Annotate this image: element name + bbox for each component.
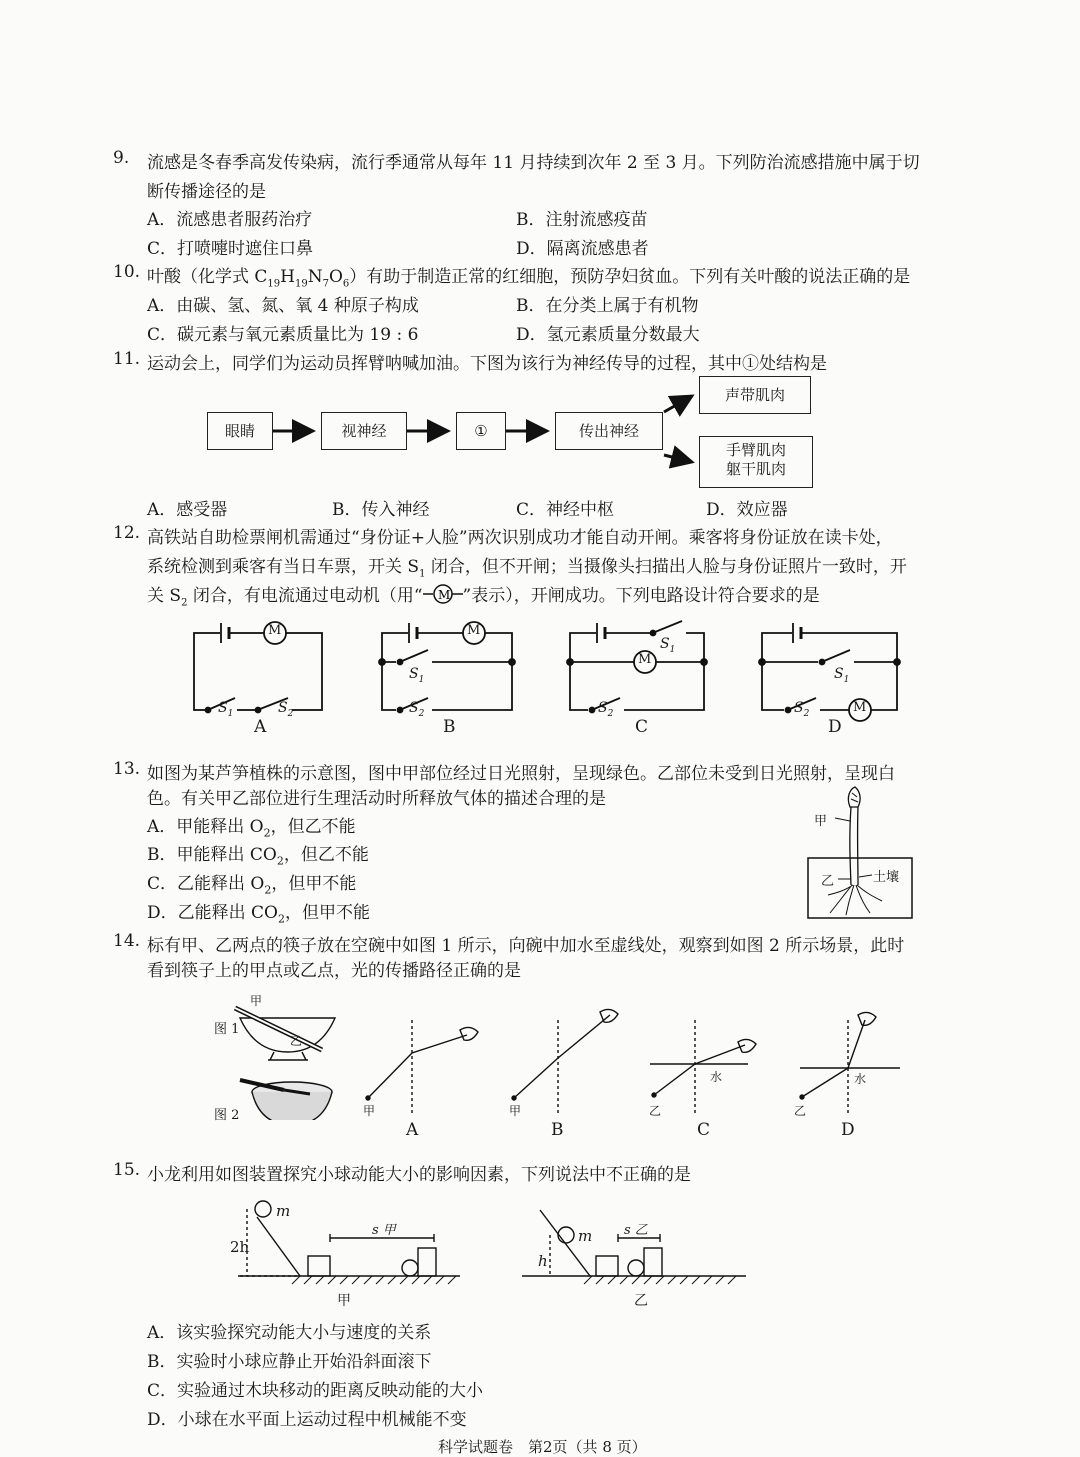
switch-c-s1: $S_1$ <box>660 636 676 655</box>
q12-line2: 系统检测到乘客有当日车票，开关 $S_1$ 闭合，但不开闸；当摄像头扫描出人脸与身份证照片一致时，开 <box>147 557 907 580</box>
q12-circuits <box>0 610 1080 740</box>
fig-label-d: D <box>841 1120 855 1140</box>
q14-line2: 看到筷子上的甲点或乙点，光的传播路径正确的是 <box>147 961 521 981</box>
motor-label-a: M <box>268 623 282 638</box>
fig-jia-m: m <box>276 1202 291 1220</box>
circuit-c <box>567 621 707 713</box>
q15-text: 小龙利用如图装置探究小球动能大小的影响因素，下列说法中不正确的是 <box>147 1165 691 1185</box>
fig-b-jia: 甲 <box>509 1104 522 1118</box>
q12-line3: 关 $S_2$ 闭合，有电流通过电动机（用“ M ”表示），开闸成功。下列电路设计符合要求的是 <box>147 586 820 609</box>
fig-yi-h: h <box>538 1252 548 1270</box>
switch-a-s2: $S_2$ <box>278 700 294 719</box>
fig1-label: 图 1 <box>214 1022 240 1037</box>
q13-option-a: A．甲能释出 $O_2$，但乙不能 <box>147 817 356 840</box>
circuit-b <box>379 622 515 713</box>
switch-b-s1: $S_1$ <box>409 666 425 685</box>
switch-a-s1: $S_1$ <box>218 700 234 719</box>
asparagus-label-jia: 甲 <box>814 814 828 829</box>
q15-option-a: A．该实验探究动能大小与速度的关系 <box>147 1323 432 1343</box>
q13-number: 13. <box>113 759 141 779</box>
q15-option-b: B．实验时小球应静止开始沿斜面滚下 <box>147 1352 432 1372</box>
fig-label-c: C <box>697 1120 711 1140</box>
q9-number: 9. <box>113 148 130 168</box>
q15-number: 15. <box>113 1160 141 1180</box>
q11-text: 运动会上，同学们为运动员挥臂呐喊加油。下图为该行为神经传导的过程，其中①处结构是 <box>147 354 827 374</box>
q15-option-c: C．实验通过木块移动的距离反映动能的大小 <box>147 1381 484 1401</box>
q10-option-d: D．氢元素质量分数最大 <box>516 325 700 345</box>
q13-option-d: D．乙能释出 $CO_2$，但甲不能 <box>147 903 370 926</box>
fig-jia-label: 甲 <box>337 1293 351 1309</box>
q9-text-line2: 断传播途径的是 <box>147 182 266 202</box>
q9-option-b: B．注射流感疫苗 <box>516 210 648 230</box>
asparagus-label-yi: 乙 <box>821 874 835 889</box>
fig-d-water: 水 <box>854 1072 867 1086</box>
q9-text-line1: 流感是冬春季高发传染病，流行季通常从每年 11 月持续到次年 2 至 3 月。下列防治流感措施中属于切 <box>147 153 920 173</box>
q9-option-a: A．流感患者服药治疗 <box>147 210 313 230</box>
flow-vocal-muscle-box: 声带肌肉 <box>699 376 811 414</box>
switch-b-s2: $S_2$ <box>409 700 425 719</box>
fig-c-water: 水 <box>710 1070 723 1084</box>
page-footer: 科学试题卷 第2页（共 8 页） <box>438 1438 647 1456</box>
fig-a-jia: 甲 <box>363 1104 376 1118</box>
svg-text:M: M <box>437 588 450 602</box>
q11-option-d: D．效应器 <box>706 500 788 520</box>
circuit-label-c: C <box>635 717 649 737</box>
asparagus-figure <box>800 785 920 920</box>
q10-number: 10. <box>113 262 141 282</box>
motor-symbol-inline <box>423 584 463 609</box>
circuit-d <box>759 623 900 721</box>
q11-number: 11. <box>113 349 141 369</box>
q13-option-c: C．乙能释出 $O_2$，但甲不能 <box>147 874 357 897</box>
fig-yi-s: s 乙 <box>624 1223 648 1238</box>
switch-c-s2: $S_2$ <box>598 700 614 719</box>
fig-label-b: B <box>551 1120 564 1140</box>
motor-label-b: M <box>467 623 481 638</box>
circuit-a <box>194 622 322 713</box>
fig-yi-m: m <box>578 1227 593 1245</box>
motor-label-c: M <box>638 652 652 667</box>
motor-label-d: M <box>853 700 867 715</box>
q10-option-c: C．碳元素与氧元素质量比为 19 : 6 <box>147 325 419 345</box>
circuit-label-d: D <box>828 717 842 737</box>
circuit-label-a: A <box>254 717 267 737</box>
q15-figures <box>0 1190 1080 1290</box>
flow-optic-nerve-box: 视神经 <box>321 412 407 450</box>
q13-option-b: B．甲能释出 $CO_2$，但乙不能 <box>147 845 369 868</box>
q13-line2: 色。有关甲乙部位进行生理活动时所释放气体的描述合理的是 <box>147 789 606 809</box>
q11-option-b: B．传入神经 <box>332 500 430 520</box>
circuit-label-b: B <box>443 717 456 737</box>
fig-yi-label: 乙 <box>634 1293 648 1309</box>
q14-line1: 标有甲、乙两点的筷子放在空碗中如图 1 所示，向碗中加水至虚线处，观察到如图 2 所示场景，此时 <box>147 936 905 956</box>
q15-option-d: D．小球在水平面上运动过程中机械能不变 <box>147 1410 467 1430</box>
q10-option-a: A．由碳、氢、氮、氧 4 种原子构成 <box>147 296 419 316</box>
q12-number: 12. <box>113 523 141 543</box>
asparagus-label-soil: 土壤 <box>873 870 900 885</box>
fig-jia-2h: 2h <box>230 1238 250 1256</box>
fig2-label: 图 2 <box>214 1108 240 1123</box>
flow-arm-muscle-box: 手臂肌肉 躯干肌肉 <box>699 436 813 488</box>
flow-arrows <box>0 0 1080 520</box>
q11-option-c: C．神经中枢 <box>516 500 615 520</box>
flow-efferent-nerve-box: 传出神经 <box>555 412 663 450</box>
fig-c-yi: 乙 <box>649 1104 662 1118</box>
q14-number: 14. <box>113 931 141 951</box>
q10-text: 叶酸（化学式 $C_{19}H_{19}N_7O_6$）有助于制造正常的红细胞，预防孕妇贫血。下列有关叶酸的说法正确的是 <box>147 267 911 290</box>
fig-label-a: A <box>406 1120 419 1140</box>
fig1-jia: 甲 <box>250 994 263 1008</box>
q14-figures <box>200 990 900 1120</box>
switch-d-s1: $S_1$ <box>834 666 850 685</box>
switch-d-s2: $S_2$ <box>794 700 810 719</box>
fig1-yi: 乙 <box>290 1034 303 1048</box>
q13-line1: 如图为某芦笋植株的示意图，图中甲部位经过日光照射，呈现绿色。乙部位未受到日光照射，呈现白 <box>147 764 895 784</box>
fig-d-yi: 乙 <box>794 1104 807 1118</box>
flow-center-box: ① <box>456 412 506 450</box>
q9-option-d: D．隔离流感患者 <box>516 239 649 259</box>
q11-option-a: A．感受器 <box>147 500 228 520</box>
flow-eye-box: 眼睛 <box>207 412 273 450</box>
q9-option-c: C．打喷嚏时遮住口鼻 <box>147 239 314 259</box>
fig-jia-s: s 甲 <box>372 1223 396 1238</box>
q10-option-b: B．在分类上属于有机物 <box>516 296 699 316</box>
q12-line1: 高铁站自助检票闸机需通过“身份证+人脸”两次识别成功才能自动开闸。乘客将身份证放在读卡处， <box>147 528 893 548</box>
